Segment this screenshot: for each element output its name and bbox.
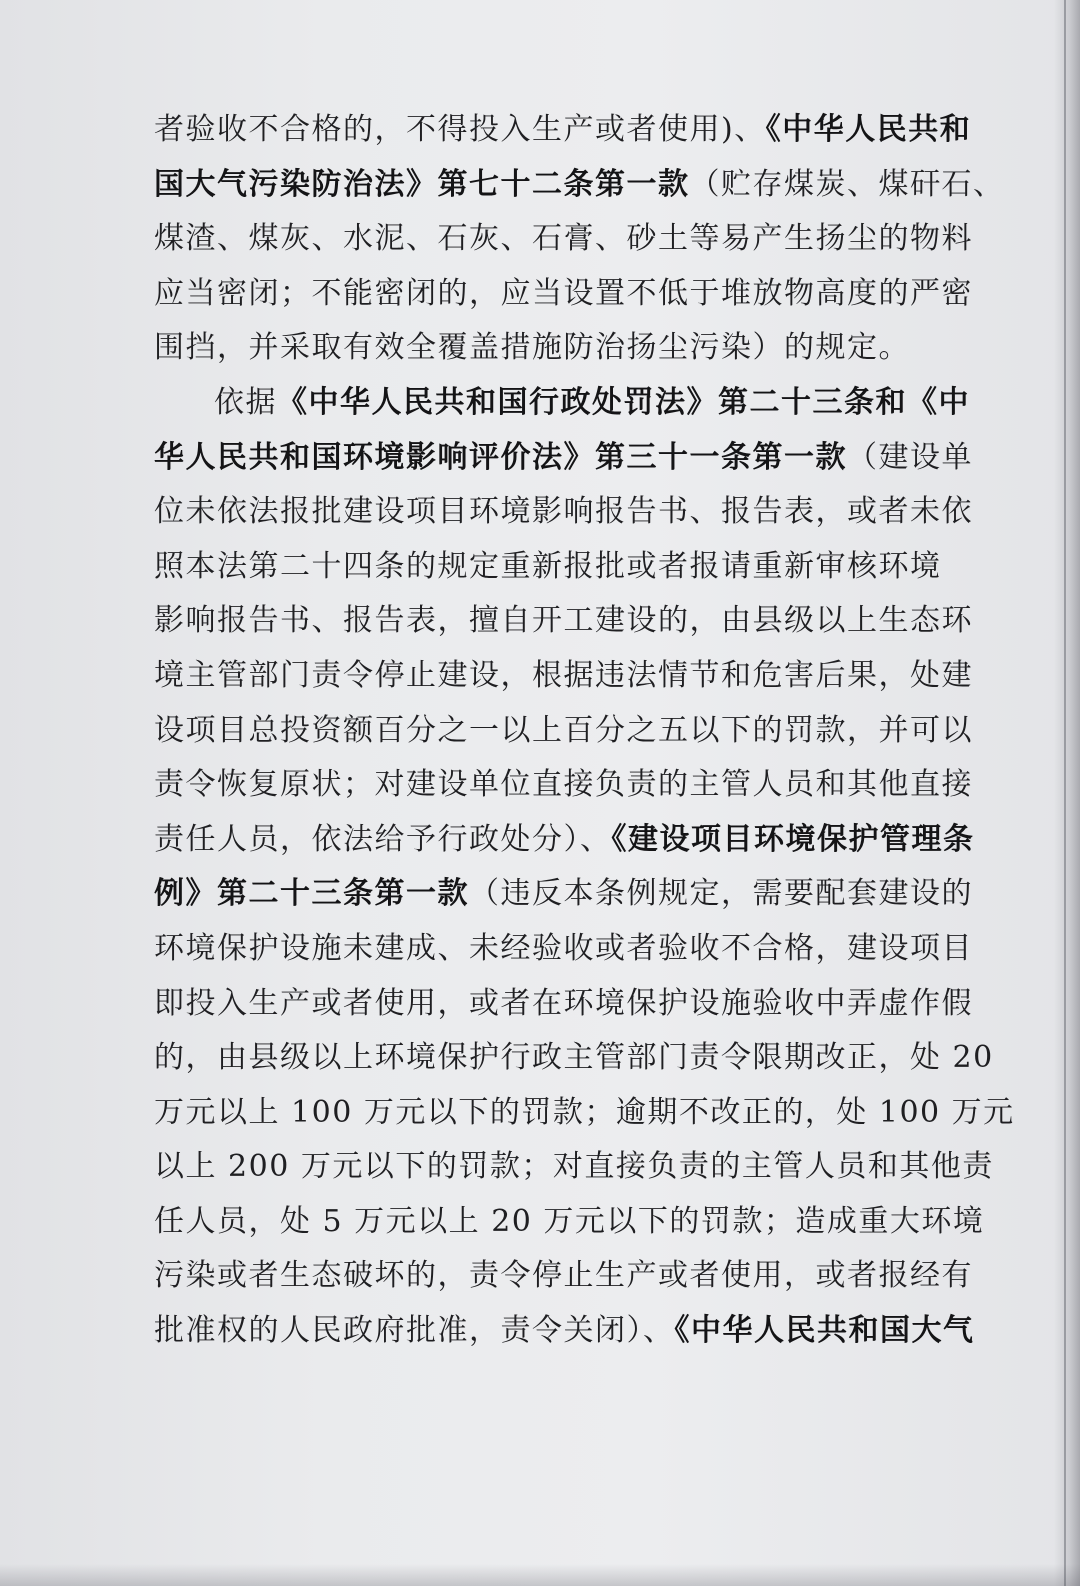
- body-text-segment: 万元以上 100 万元以下的罚款；逾期不改正的，处 100 万元: [154, 1094, 1015, 1130]
- text-line: [154, 103, 972, 158]
- text-line: [154, 321, 944, 376]
- body-text-segment: （建设单: [847, 439, 973, 475]
- text-line: [154, 704, 973, 759]
- body-text-segment: 设项目总投资额百分之一以上百分之五以下的罚款，并可以: [154, 712, 973, 748]
- body-text-segment: 的，由县级以上环境保护行政主管部门责令限期改正，处 20: [154, 1040, 994, 1076]
- body-text-segment: （贮存煤炭、煤矸石、: [689, 166, 1005, 202]
- text-line: [154, 376, 970, 431]
- text-line: [154, 1195, 985, 1250]
- law-citation-text: 《中华人民共和国大气: [674, 1313, 975, 1349]
- page-edge-line: [1064, 0, 1066, 1586]
- text-line: [154, 485, 973, 540]
- body-text-segment: 即投入生产或者使用，或者在环境保护设施验收中弄虚作假: [154, 985, 973, 1021]
- text-line: [154, 540, 944, 595]
- body-text-segment: 责任人员，依法给予行政处分）、: [154, 821, 612, 857]
- body-text-segment: 照本法第二十四条的规定重新报批或者报请重新审核环境: [154, 548, 942, 584]
- body-text-segment: 影响报告书、报告表，擅自开工建设的，由县级以上生态环: [154, 603, 973, 639]
- text-line: [154, 212, 973, 267]
- page-bottom-shadow: [0, 1564, 1080, 1586]
- text-line: [154, 922, 973, 977]
- text-line: [154, 431, 973, 486]
- text-line: [154, 1086, 1015, 1141]
- body-text-segment: 污染或者生态破坏的，责令停止生产或者使用，或者报经有: [154, 1258, 973, 1294]
- body-text-segment: 应当密闭；不能密闭的，应当设置不低于堆放物高度的严密: [154, 275, 973, 311]
- body-text-segment: 批准权的人民政府批准，责令关闭）、: [154, 1313, 675, 1349]
- text-line: [154, 267, 973, 322]
- text-line: [154, 594, 973, 649]
- body-text-segment: 任人员，处 5 万元以上 20 万元以下的罚款；造成重大环境: [154, 1203, 985, 1239]
- body-text-segment: （违反本条例规定，需要配套建设的: [469, 876, 973, 912]
- text-line: [154, 867, 973, 922]
- body-text-segment: 境主管部门责令停止建设，根据违法情节和危害后果，处建: [154, 657, 973, 693]
- body-text-segment: 位未依法报批建设项目环境影响报告书、报告表，或者未依: [154, 494, 973, 530]
- body-text-segment: 以上 200 万元以下的罚款；对直接负责的主管人员和其他责: [154, 1149, 994, 1185]
- text-line: [154, 158, 1005, 213]
- text-line: [154, 758, 973, 813]
- text-line: [154, 813, 975, 868]
- text-line: [154, 1249, 973, 1304]
- body-text-segment: 者验收不合格的，不得投入生产或者使用)、: [154, 112, 766, 147]
- body-text-segment: 围挡，并采取有效全覆盖措施防治扬尘污染）的规定。: [154, 330, 910, 366]
- text-line: [154, 977, 973, 1032]
- law-citation-text: 华人民共和国环境影响评价法》第三十一条第一款: [154, 439, 847, 475]
- law-citation-text: 《建设项目环境保护管理条: [611, 821, 975, 857]
- text-line: [154, 1031, 994, 1086]
- law-citation-text: 《中华人民共和国行政处罚法》第二十三条和《中: [277, 384, 970, 420]
- law-citation-text: 例》第二十三条第一款: [154, 876, 469, 912]
- body-text-segment: 环境保护设施未建成、未经验收或者验收不合格，建设项目: [154, 930, 973, 966]
- page-edge-shadow: [1054, 0, 1080, 1586]
- law-citation-text: 国大气污染防治法》第七十二条第一款: [154, 166, 690, 202]
- text-line: [154, 1304, 975, 1359]
- text-line: [154, 649, 973, 704]
- document-body-text: [154, 103, 1015, 1359]
- text-line: [154, 1140, 994, 1195]
- body-text-segment: 依据: [214, 384, 277, 420]
- body-text-segment: 煤渣、煤灰、水泥、石灰、石膏、砂土等易产生扬尘的物料: [154, 221, 973, 257]
- body-text-segment: 责令恢复原状；对建设单位直接负责的主管人员和其他直接: [154, 767, 973, 803]
- law-citation-text: 《中华人民共和: [765, 112, 972, 147]
